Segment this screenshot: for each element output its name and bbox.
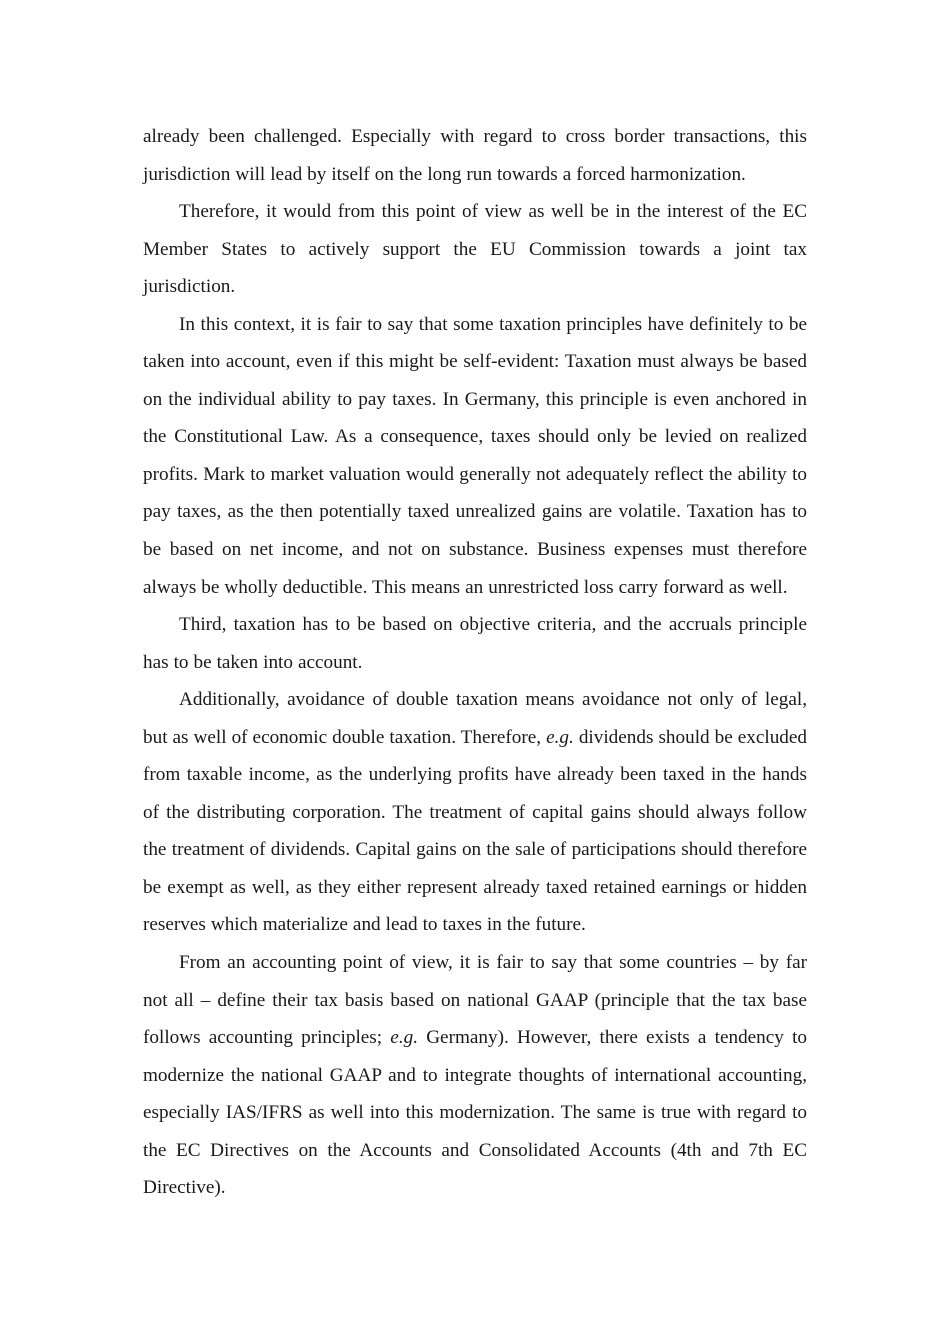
paragraph: In this context, it is fair to say that some taxation principles have definitely to be taken into account, even if this might be self-evident: Taxation must always be based on the individual ability to pay taxes. In Germany, this principle is even anchored in the Constitutional Law. As a consequence, taxes should only be levied on realized profits. Mark to market valuation would generally not adequately reflect the ability to pay taxes, as the then potentially taxed unrealized gains are volatile. Taxation has to be based on net income, and not on substance. Business expenses must therefore always be wholly deductible. This means an unrestricted loss carry forward as well. [143, 313, 807, 598]
page-header-margin [0, 0, 950, 118]
italic-run: e.g. [546, 726, 574, 748]
paragraph: Therefore, it would from this point of view as well be in the interest of the EC Member States to actively support the EU Commission towards a joint tax jurisdiction. [143, 201, 807, 298]
page-footer-margin [0, 1214, 950, 1344]
paragraph: Additionally, avoidance of double taxation means avoidance not only of legal, but as well of economic double taxation. Therefore, e.g. dividends should be excluded from taxable income, as the underlying profits have already been taxed in the hands of the distributing corporation. The treatment of capital gains should always follow the treatment of dividends. Capital gains on the sale of participations should therefore be exempt as well, as they either represent already taxed retained earnings or hidden reserves which materialize and lead to taxes in the future. [143, 689, 808, 936]
paragraph: From an accounting point of view, it is fair to say that some countries – by far not all – define their tax basis based on national GAAP (principle that the tax base follows accounting principles; e.g. Germany). However, there exists a tendency to modernize the national GAAP and to integrate thoughts of international accounting, especially IAS/IFRS as well into this modernization. The same is true with regard to the EC Directives on the Accounts and Consolidated Accounts (4th and 7th EC Directive). [143, 952, 807, 1199]
body-text-column [143, 118, 807, 1207]
paragraph: already been challenged. Especially with regard to cross border transactions, this jurisdiction will lead by itself on the long run towards a forced harmonization. [143, 126, 807, 185]
paragraph: Third, taxation has to be based on objective criteria, and the accruals principle has to be taken into account. [143, 614, 807, 673]
italic-run: e.g. [390, 1027, 419, 1049]
